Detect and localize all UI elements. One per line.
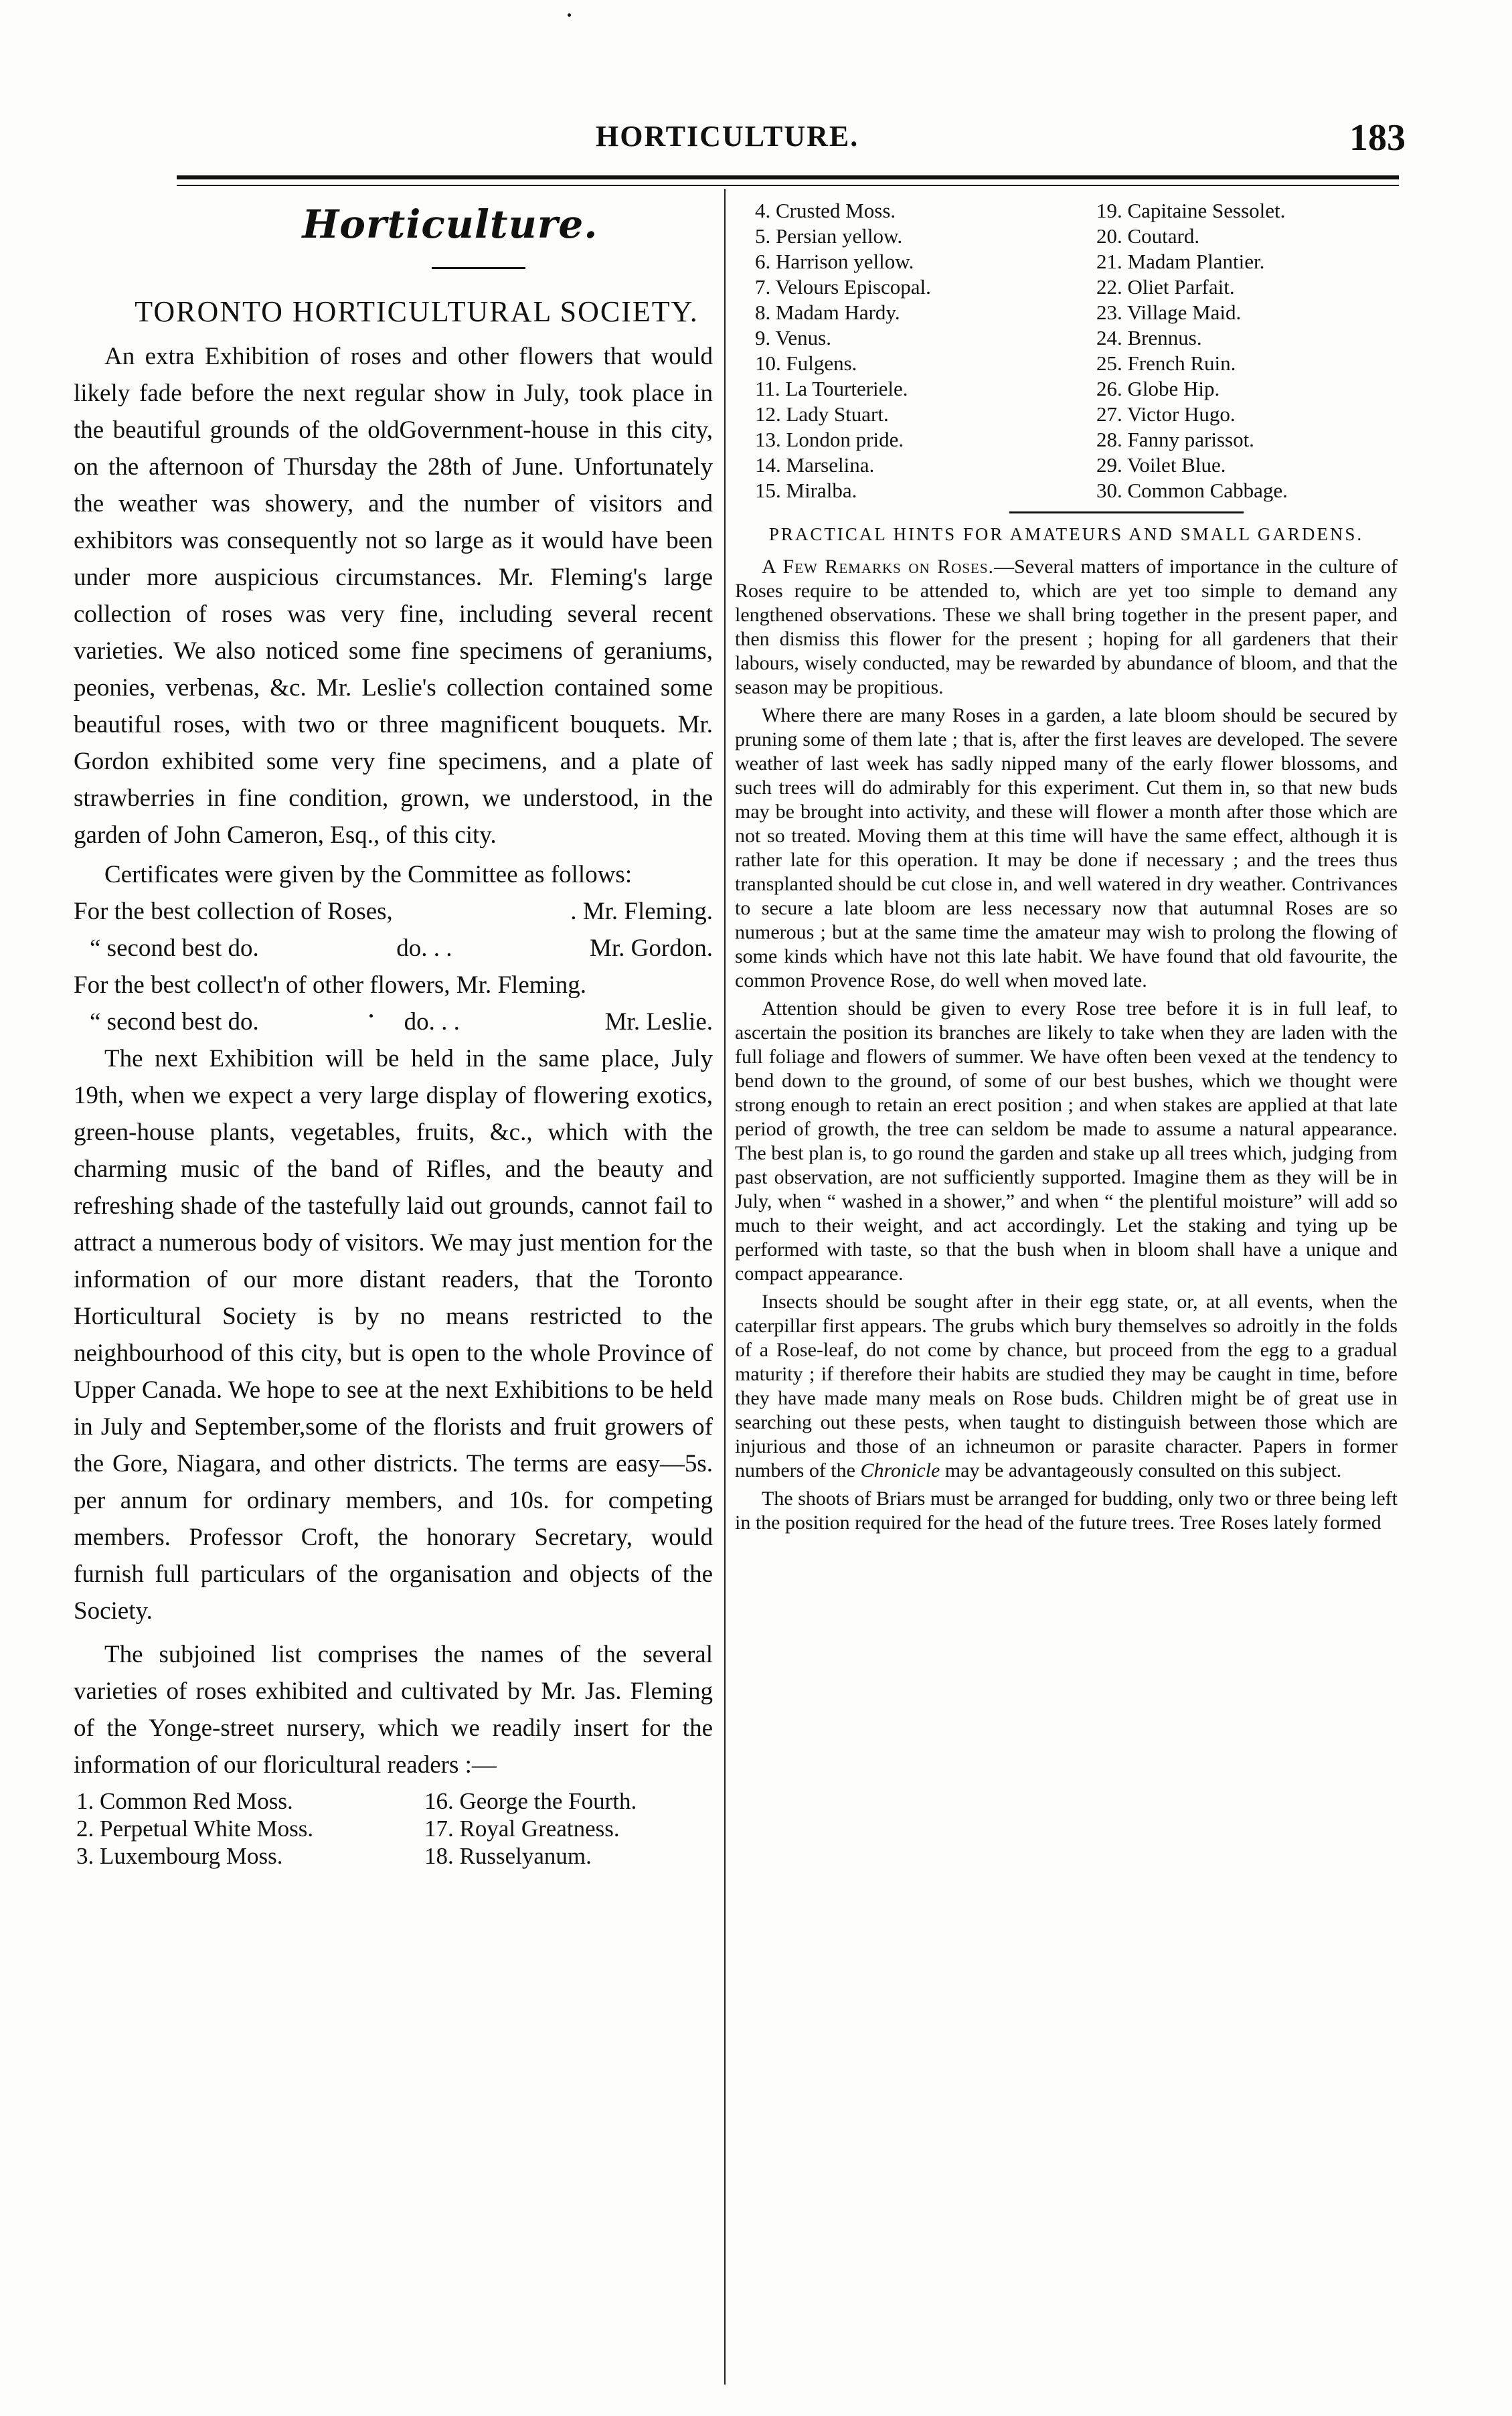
section-rule — [1009, 511, 1244, 513]
list-item: 6. Harrison yellow. — [755, 250, 914, 273]
certificate-winner: . Mr. Fleming. — [570, 898, 713, 925]
list-item: 12. Lady Stuart. — [755, 402, 889, 426]
certificate-award: “ second best do. — [90, 1008, 259, 1036]
list-item: 8. Madam Hardy. — [755, 301, 900, 324]
list-item: 26. Globe Hip. — [1096, 377, 1220, 400]
print-speck — [568, 13, 571, 17]
header-rule-thick — [177, 175, 1399, 179]
list-item: 7. Velours Episcopal. — [755, 275, 931, 299]
certificate-winner: Mr. Leslie. — [604, 1008, 713, 1036]
paragraph — [735, 1290, 1398, 1483]
paragraph-body: may be advantageously consulted on this subject. — [940, 1459, 1342, 1481]
list-item: 10. Fulgens. — [755, 351, 857, 375]
right-column — [735, 194, 1398, 1539]
certificate-award: For the best collect'n of other flowers, Mr. Fleming. — [74, 971, 587, 999]
list-item: 11. La Tourteriele. — [755, 377, 908, 400]
paragraph: The subjoined list comprises the names of the several varieties of roses exhibited and cultivated by Mr. Jas. Fleming of the Yonge-street nursery, which we readily insert for the information of our floricultural readers :— — [74, 1641, 713, 1779]
certificates-list — [74, 893, 713, 1040]
list-item: 16. George the Fourth. — [424, 1788, 637, 1814]
roses-list — [755, 198, 1398, 503]
title-rule — [432, 267, 525, 269]
paragraph: An extra Exhibition of roses and other flowers that would likely fade before the next regular show in July, took place in the beautiful grounds of the oldGovernment-house in this city, on the afternoon of Thursday the 28th of June. Unfortunately the weather was showery, and the number of visitors and exhibitors was consequently not so large as it would have been under more auspicious circumstances. Mr. Fleming's large collection of roses was very fine, including several recent varieties. We also noticed some fine specimens of geraniums, peonies, verbenas, &c. Mr. Leslie's collection contained some beautiful roses, with two or three magnificent bouquets. Mr. Gordon exhibited some very fine specimens, and a plate of strawberries in fine condition, grown, we understood, in the garden of John Cameron, Esq., of this city. — [74, 343, 713, 849]
column-divider — [724, 189, 726, 2385]
list-item: 18. Russelyanum. — [424, 1843, 592, 1869]
paragraph-body: Insects should be sought after in their egg state, or, at all events, when the caterpillar first appears. The grubs which bury themselves so adroitly in the folds of a Rose-leaf, do not come by chance, but proceed from the egg to a gradual maturity ; if therefore their habits are studied they may be caught in time, before they have made many meals on Rose buds. Children might be of great use in searching out these pests, when taught to distinguish between those which are injurious and those of an ichneumon or parasite character. Papers in former numbers of the — [735, 1291, 1398, 1481]
paragraph-italic: Chronicle — [860, 1459, 940, 1481]
subsection-heading: PRACTICAL HINTS FOR AMATEURS AND SMALL GARDENS. — [768, 524, 1364, 544]
list-item: 29. Voilet Blue. — [1096, 453, 1226, 477]
running-header — [181, 119, 1406, 166]
running-title: HORTICULTURE. — [596, 120, 859, 153]
list-item: 1. Common Red Moss. — [76, 1788, 293, 1814]
certificate-do: do. . . — [396, 935, 452, 962]
list-item: 20. Coutard. — [1096, 224, 1200, 248]
list-item: 27. Victor Hugo. — [1096, 402, 1236, 426]
certificate-row — [74, 893, 713, 930]
certificate-row — [74, 930, 713, 967]
list-item: 23. Village Maid. — [1096, 301, 1242, 324]
list-item: 2. Perpetual White Moss. — [76, 1816, 314, 1842]
section-title: Horticulture. — [302, 202, 598, 247]
list-item: 5. Persian yellow. — [755, 224, 903, 248]
certificate-row — [74, 1003, 713, 1040]
certificate-row — [74, 967, 713, 1003]
paragraph-lead: A Few Remarks on Roses. — [762, 556, 995, 578]
certificates-intro: Certificates were given by the Committee as follows: — [104, 861, 633, 888]
paragraph — [735, 555, 1398, 700]
list-item: 4. Crusted Moss. — [755, 199, 896, 222]
article-title: TORONTO HORTICULTURAL SOCIETY. — [135, 295, 699, 328]
header-rule-thin — [177, 185, 1399, 186]
paragraph-body: —Several matters of importance in the culture of Roses require to be attended to, which are yet too simple to demand any lengthened observations. These we shall bring together in the present paper, and then dismiss this flower for the present ; hoping for all gardeners that their labours, wisely conducted, may be rewarded by abundance of bloom, and that the season may be propitious. — [735, 556, 1398, 698]
list-item: 15. Miralba. — [755, 479, 857, 502]
print-speck — [369, 1014, 373, 1018]
list-item: 13. London pride. — [755, 428, 904, 451]
list-item: 19. Capitaine Sessolet. — [1096, 199, 1286, 222]
list-item: 30. Common Cabbage. — [1096, 479, 1288, 502]
list-item: 28. Fanny parissot. — [1096, 428, 1254, 451]
certificate-do: do. . . — [404, 1008, 460, 1036]
paragraph: Where there are many Roses in a garden, a late bloom should be secured by pruning some of them late ; that is, after the first leaves are developed. The severe weather of last week has sadly nipped many of the early flower blossoms, and such trees will do admirably for this experiment. Cut them in, so that new buds may be brought into activity, and these will flower a month after those which are not so treated. Moving them at this time will have the same effect, although it is rather late for this operation. It may be done if necessary ; and the trees thus transplanted should be cut close in, and well watered in dry weather. Contrivances to secure a late bloom are less necessary now that autumnal Roses are so numerous ; but at the same time the amateur may wish to prolong the flowing of some kinds which have not this late habit. We have found that old favourite, the common Provence Rose, do well when moved late. — [735, 704, 1398, 991]
list-item: 22. Oliet Parfait. — [1096, 275, 1235, 299]
certificate-award: For the best collection of Roses, — [74, 898, 393, 925]
paragraph: The shoots of Briars must be arranged for budding, only two or three being left in the position required for the head of the future trees. Tree Roses lately formed — [735, 1487, 1398, 1534]
list-item: 9. Venus. — [755, 326, 831, 349]
paragraph: Attention should be given to every Rose tree before it is in full leaf, to ascertain the position its branches are likely to take when they are laden with the full foliage and flowers of summer. We have often been vexed at the tendency to bend down to the ground, of some of our best bushes, which we thought were strong enough to retain an erect position ; and when stakes are applied at that late period of growth, the tree can seldom be made to assume a natural appearance. The best plan is, to go round the garden and stake up all trees which, judging from past observation, are not sufficiently supported. Imagine them as they will be in July, when “ washed in a shower,” and when “ the plentiful moisture” will add so much to their weight, and act accordingly. Let the staking and tying up be performed with taste, so that the bush when in bloom shall have a unique and compact appearance. — [735, 997, 1398, 1285]
page-number: 183 — [1349, 117, 1406, 159]
list-item: 25. French Ruin. — [1096, 351, 1236, 375]
certificate-winner: Mr. Gordon. — [590, 935, 713, 962]
list-item: 14. Marselina. — [755, 453, 875, 477]
left-column — [74, 201, 713, 1870]
list-item: 21. Madam Plantier. — [1096, 250, 1265, 273]
certificate-award: “ second best do. — [90, 935, 259, 962]
list-item: 24. Brennus. — [1096, 326, 1202, 349]
list-item: 3. Luxembourg Moss. — [76, 1843, 283, 1869]
paragraph: The next Exhibition will be held in the same place, July 19th, when we expect a very large display of flowering exotics, green-house plants, vegetables, fruits, &c., which with the charming music of the band of Rifles, and the beauty and refreshing shade of the tastefully laid out grounds, cannot fail to attract a numerous body of visitors. We may just mention for the information of our more distant readers, that the Toronto Horticultural Society is by no means restricted to the neighbourhood of this city, but is open to the whole Province of Upper Canada. We hope to see at the next Exhibitions to be held in July and September,some of the florists and fruit growers of the Gore, Niagara, and other districts. The terms are easy—5s. per annum for ordinary members, and 10s. for competing members. Professor Croft, the honorary Secretary, would furnish full particulars of the organisation and objects of the Society. — [74, 1045, 713, 1625]
list-item: 17. Royal Greatness. — [424, 1816, 620, 1842]
roses-list — [76, 1787, 713, 1870]
